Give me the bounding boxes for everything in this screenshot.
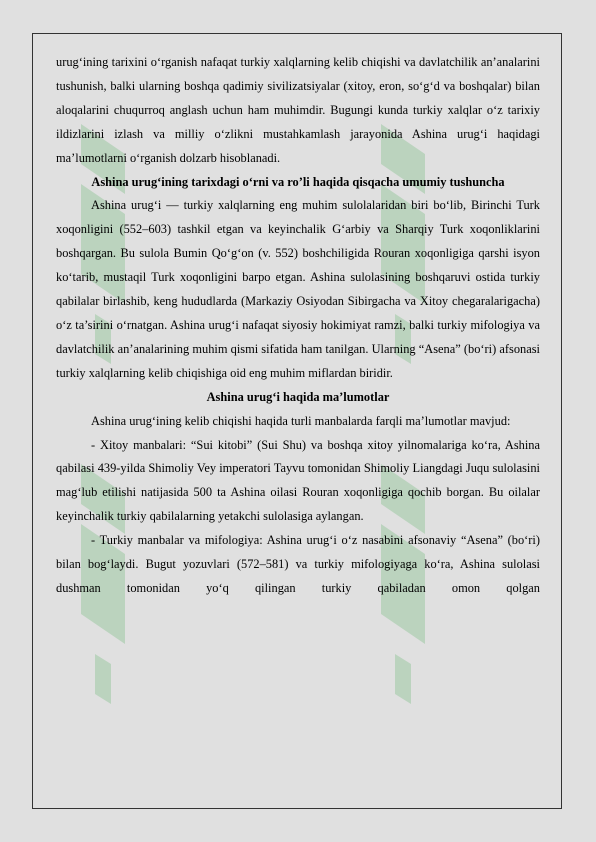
paragraph-chinese-sources: - Xitoy manbalari: “Sui kitobi” (Sui Shu) va boshqa xitoy yilnomalariga ko‘ra, Ashina qabilasi 439-yilda Shimoliy Vey imperatori Tayvu tomonidan Shimoliy Liangdagi Juqu sulolasini mag‘lub etilishi natijasida 500 ta Ashina oilasi Rouran xoqonligiga qochib borgan. Bu oilalar keyinchalik turkiy qabilalarning yetakchi sulolasiga aylangan.	[56, 437, 540, 524]
document-page	[32, 33, 562, 809]
section-heading-information: Ashina urug‘i haqida ma’lumotlar	[206, 389, 390, 404]
paragraph-ashina-overview: Ashina urug‘i — turkiy xalqlarning eng muhim sulolalaridan biri bo‘lib, Birinchi Turk xoqonligini (552–603) tashkil etgan va keyinchalik G‘arbiy va Sharqiy Turk xoqonliklarini boshqargan. Bu sulola Bumin Qo‘g‘on (v. 552) boshchiligida Rouran xoqonligiga qarshi isyon ko‘tarib, mustaqil Turk xoqonligini barpo etgan. Ashina sulolasining boshqaruvi ostida turkiy qabilalar birlashib, keng hududlarda (Markaziy Osiyodan Sibirgacha va Xitoy chegaralarigacha) o‘z ta’sirini o‘rnatgan. Ashina urug‘i nafaqat siyosiy hokimiyat ramzi, balki turkiy mifologiya va davlatchilik an’analarining muhim qismi sifatida ham tanilgan. Ularning “Asena” (bo‘ri) afsonasi turkiy xalqlarning kelib chiqishiga oid eng muhim miflardan biridir.	[56, 198, 540, 380]
paragraph-turkic-sources: - Turkiy manbalar va mifologiya: Ashina urug‘i o‘z nasabini afsonaviy “Asena” (bo‘ri) bilan bog‘laydi. Bugut yozuvlari (572–581) va turkiy mifologiyaga ko‘ra, Ashina sulolasi dushman tomonidan yo‘q qilingan turkiy qabiladan omon qolgan	[56, 533, 540, 595]
paragraph-intro-continuation: urug‘ining tarixini o‘rganish nafaqat turkiy xalqlarning kelib chiqishi va davlatchilik an’analarini tushunish, balki ularning boshqa qadimiy sivilizatsiyalar (xitoy, eron, so‘g‘d va boshqalar) bilan aloqalarini chuqurroq anglash uchun ham muhimdir. Bugungi kunda turkiy xalqlar o‘z tarixiy ildizlarini izlash va milliy o‘zlikni mustahkamlash jarayonida Ashina urug‘i haqidagi ma’lumotlarni o‘rganish dolzarb hisoblanadi.	[56, 55, 540, 165]
section-heading-history: Ashina urug‘ining tarixdagi o‘rni va ro’li haqida qisqacha umumiy tushuncha	[91, 174, 505, 189]
paragraph-origin-sources: Ashina urug‘ining kelib chiqishi haqida turli manbalarda farqli ma’lumotlar mavjud:	[91, 413, 511, 428]
document-body	[56, 51, 540, 601]
